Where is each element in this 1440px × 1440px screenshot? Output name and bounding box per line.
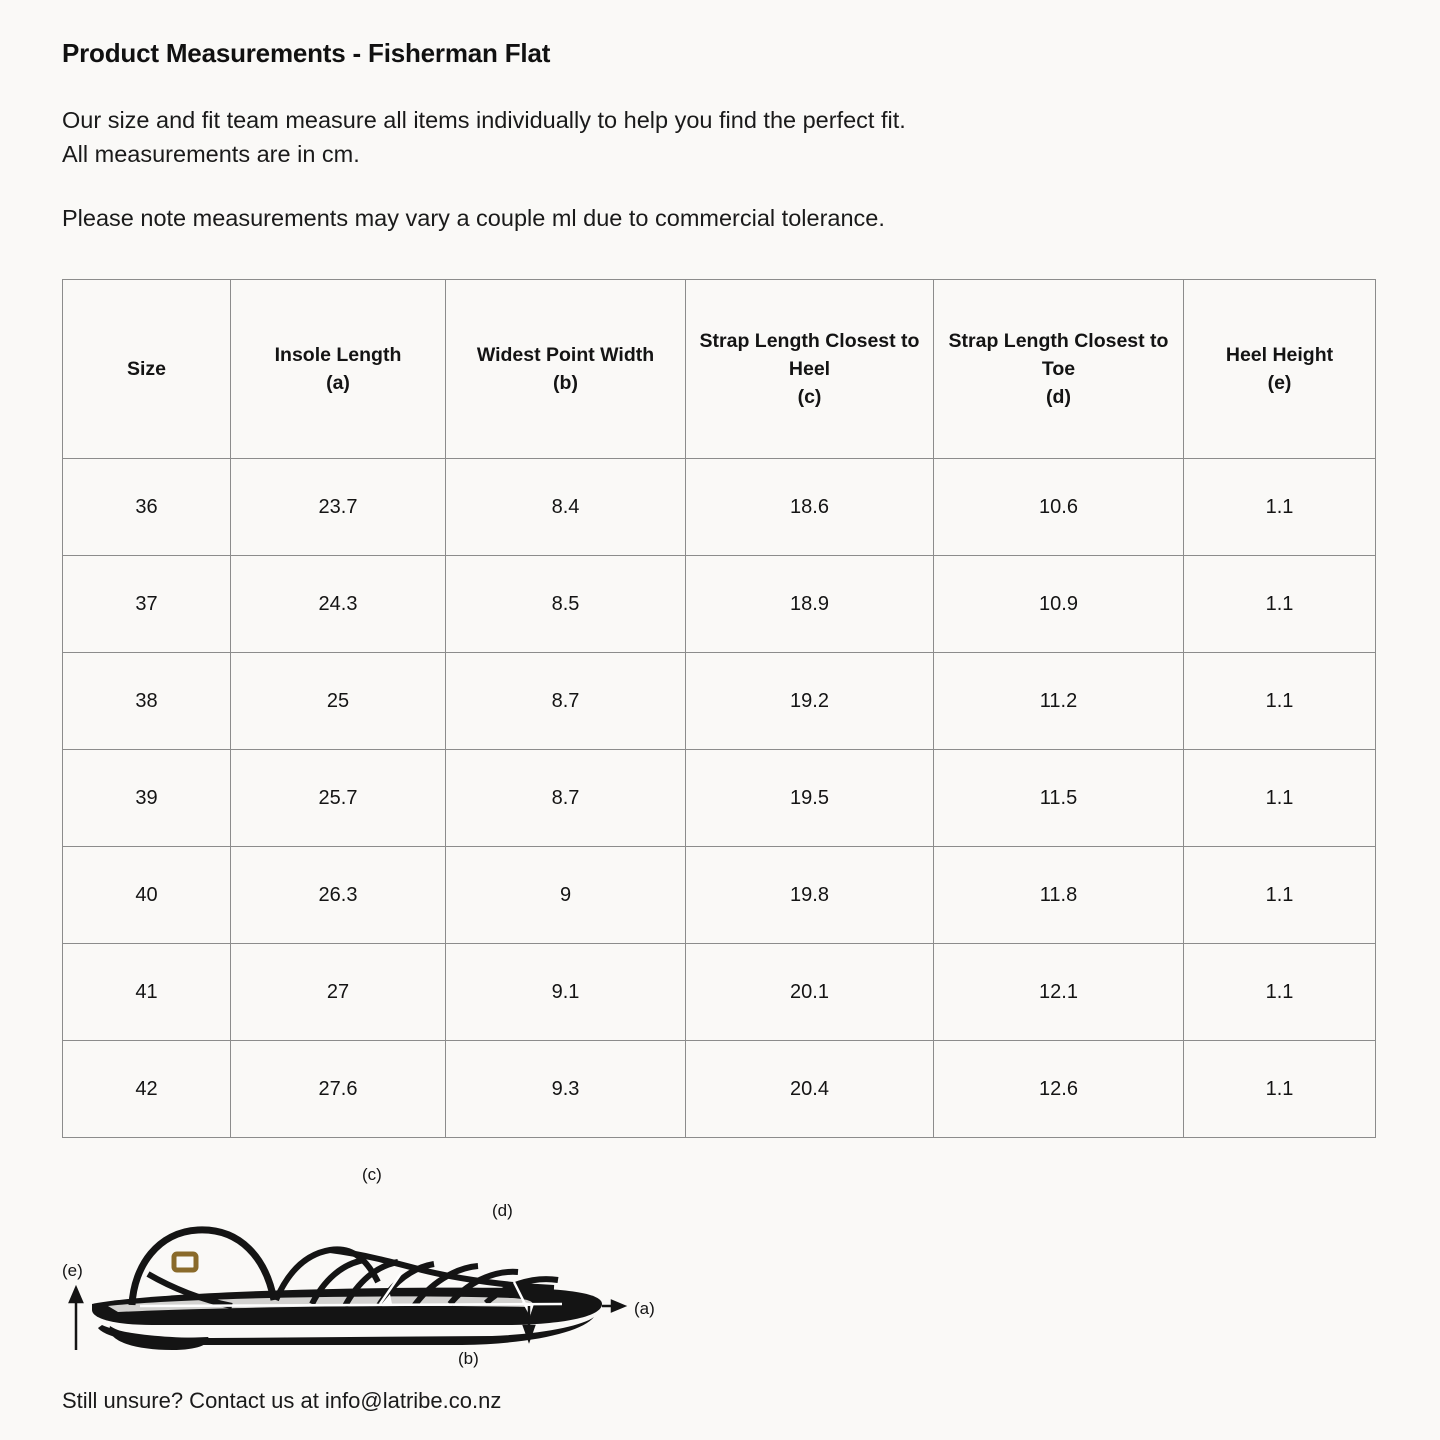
diagram-label-b: (b): [458, 1349, 479, 1369]
measurements-table: [62, 279, 1376, 1138]
measurement-arrow-e: [70, 1288, 82, 1350]
column-header-widest-point-width: [446, 280, 686, 459]
column-header-strap-toe: [934, 280, 1184, 459]
cell-size: 39: [63, 750, 231, 847]
tolerance-note: Please note measurements may vary a couple ml due to commercial tolerance.: [62, 205, 885, 232]
measurement-arrow-a: [602, 1301, 624, 1311]
cell-toe-strap: 12.6: [934, 1041, 1184, 1138]
cell-heel-strap: 18.9: [686, 556, 934, 653]
column-header-heel-height-label: Heel Height: [1225, 343, 1334, 366]
cell-heel-height: 1.1: [1184, 459, 1376, 556]
cell-width: 8.4: [446, 459, 686, 556]
cell-insole: 25.7: [231, 750, 446, 847]
column-header-insole-length-label: Insole Length: [274, 343, 402, 366]
cell-toe-strap: 10.6: [934, 459, 1184, 556]
sandal-diagram-svg: [62, 1154, 682, 1369]
cell-heel-strap: 20.4: [686, 1041, 934, 1138]
cell-insole: 23.7: [231, 459, 446, 556]
cell-size: 41: [63, 944, 231, 1041]
cell-heel-strap: 19.2: [686, 653, 934, 750]
cell-heel-strap: 19.5: [686, 750, 934, 847]
cell-heel-strap: 18.6: [686, 459, 934, 556]
cell-insole: 27.6: [231, 1041, 446, 1138]
table-row: [63, 1041, 1376, 1138]
cell-toe-strap: 10.9: [934, 556, 1184, 653]
cell-heel-height: 1.1: [1184, 944, 1376, 1041]
cell-toe-strap: 11.5: [934, 750, 1184, 847]
cell-width: 9.1: [446, 944, 686, 1041]
table-row: [63, 944, 1376, 1041]
cell-size: 36: [63, 459, 231, 556]
table-row: [63, 653, 1376, 750]
column-header-strap-heel-label: Strap Length Closest to Heel: [699, 329, 920, 381]
table-header-row: [63, 280, 1376, 459]
cell-heel-height: 1.1: [1184, 1041, 1376, 1138]
cell-insole: 26.3: [231, 847, 446, 944]
column-header-heel-height-ref: (e): [1267, 372, 1292, 395]
cell-width: 8.7: [446, 653, 686, 750]
contact-note: Still unsure? Contact us at info@latribe.co.nz: [62, 1388, 502, 1414]
cell-toe-strap: 11.8: [934, 847, 1184, 944]
cell-size: 42: [63, 1041, 231, 1138]
sandal-diagram: [62, 1154, 762, 1374]
cell-heel-height: 1.1: [1184, 847, 1376, 944]
cell-toe-strap: 12.1: [934, 944, 1184, 1041]
diagram-label-a: (a): [634, 1299, 655, 1319]
table-row: [63, 459, 1376, 556]
cell-insole: 24.3: [231, 556, 446, 653]
intro-line-2: All measurements are in cm.: [62, 141, 360, 168]
cell-heel-height: 1.1: [1184, 750, 1376, 847]
diagram-label-d: (d): [492, 1201, 513, 1221]
column-header-size: [63, 280, 231, 459]
cell-toe-strap: 11.2: [934, 653, 1184, 750]
diagram-label-c: (c): [362, 1165, 382, 1185]
column-header-strap-toe-label: Strap Length Closest to Toe: [948, 329, 1169, 381]
page-title: Product Measurements - Fisherman Flat: [62, 38, 551, 68]
column-header-heel-height: [1184, 280, 1376, 459]
cell-width: 9: [446, 847, 686, 944]
diagram-label-e: (e): [62, 1261, 83, 1281]
column-header-widest-point-width-label: Widest Point Width: [476, 343, 655, 366]
cell-width: 8.5: [446, 556, 686, 653]
cell-insole: 27: [231, 944, 446, 1041]
column-header-strap-heel-ref: (c): [797, 386, 822, 409]
column-header-insole-length-ref: (a): [326, 372, 350, 395]
cell-size: 40: [63, 847, 231, 944]
cell-heel-height: 1.1: [1184, 556, 1376, 653]
cell-insole: 25: [231, 653, 446, 750]
cell-heel-height: 1.1: [1184, 653, 1376, 750]
cell-size: 37: [63, 556, 231, 653]
column-header-size-label: Size: [126, 358, 167, 381]
cell-heel-strap: 20.1: [686, 944, 934, 1041]
column-header-widest-point-width-ref: (b): [553, 372, 578, 395]
intro-paragraph: [62, 103, 1378, 171]
cell-size: 38: [63, 653, 231, 750]
table-row: [63, 556, 1376, 653]
column-header-insole-length: [231, 280, 446, 459]
column-header-strap-heel: [686, 280, 934, 459]
table-row: [63, 847, 1376, 944]
column-header-strap-toe-ref: (d): [1046, 386, 1071, 409]
cell-heel-strap: 19.8: [686, 847, 934, 944]
cell-width: 9.3: [446, 1041, 686, 1138]
intro-line-1: Our size and fit team measure all items individually to help you find the perfect fit.: [62, 107, 906, 133]
cell-width: 8.7: [446, 750, 686, 847]
table-row: [63, 750, 1376, 847]
